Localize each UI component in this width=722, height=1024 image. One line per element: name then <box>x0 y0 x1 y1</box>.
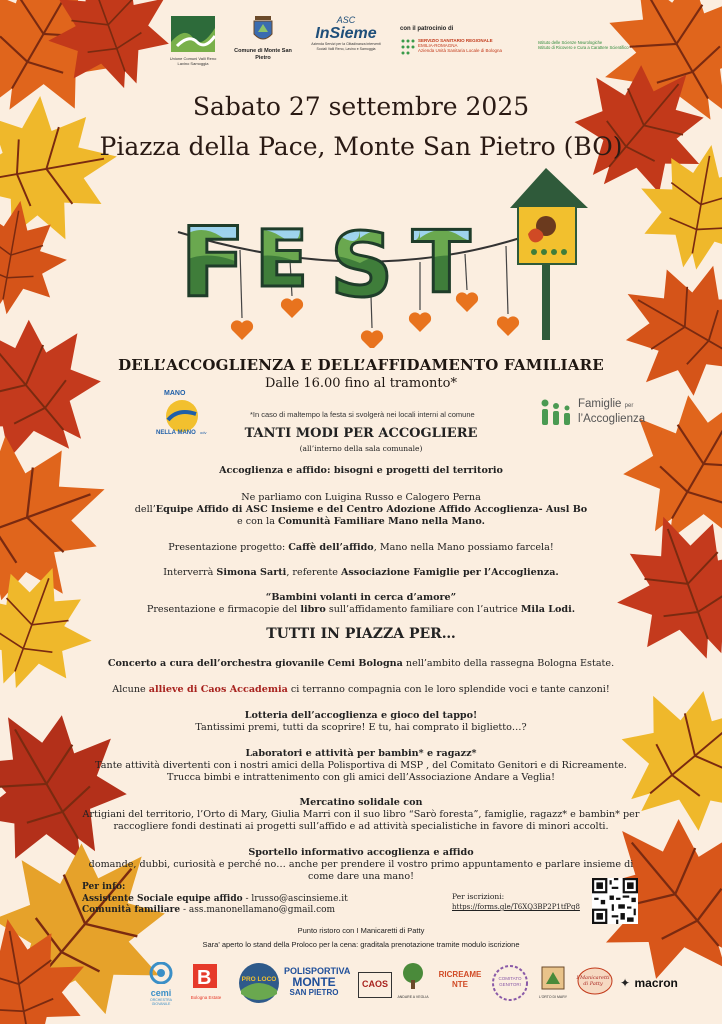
heart-icon <box>409 312 431 332</box>
logo-unione-comuni <box>168 16 218 66</box>
lab-line2: Trucca bimbi e intrattenimento con gli amici dell’Associazione Andare a Veglia! <box>167 772 555 783</box>
bologna-label: Bologna Estate <box>190 995 222 1000</box>
ssr-dots-icon <box>400 38 416 61</box>
section1-note: (all’interno della sala comunale) <box>299 444 423 453</box>
genitori-label: COMITATO GENITORI <box>498 976 522 987</box>
unione-label: Unione Comuni Valli Reno Lavino Samoggia <box>169 56 217 66</box>
cemi-logo-icon <box>149 962 173 984</box>
ssr-line1: SERVIZIO SANITARIO REGIONALE <box>418 38 493 43</box>
event-hours: Dalle 16.00 fino al tramonto* <box>265 376 457 391</box>
event-place: Piazza della Pace, Monte San Pietro (BO) <box>99 132 623 161</box>
lotteria-title: Lotteria dell’accoglienza e gioco del tappo! <box>244 710 478 721</box>
sportello-line1: domande, dubbi, curiosità e perché no… anche per prendere il vostro primo appuntamento e parlare insieme di <box>88 859 634 870</box>
irccs-line2: Istituto di Ricovero e Cura a Carattere Scientifico <box>538 45 629 50</box>
p1-line1: Ne parliamo con Luigina Russo e Calogero Perna <box>241 492 481 503</box>
info-line2: Comunità familiare - ass.manonellamano@gmail.com <box>82 905 336 915</box>
comunita-familiare: Comunità Familiare Mano nella Mano. <box>278 516 485 527</box>
festa-letter: T <box>412 213 471 313</box>
ristoro-line: Punto ristoro con I Manicaretti di Patty <box>297 926 425 935</box>
sponsor-macron <box>620 974 680 992</box>
proloco-logo-icon <box>238 962 280 1004</box>
festa-subtitle: DELL’ACCOGLIENZA E DELL’AFFIDAMENTO FAMILIARE <box>118 356 604 374</box>
heart-icon <box>231 320 253 340</box>
festa-letter: S <box>330 214 394 317</box>
sponsor-andare-a-veglia <box>396 962 430 999</box>
book-word: libro <box>300 604 326 615</box>
comune-label: Comune di Monte San Pietro <box>234 48 292 61</box>
info-block <box>82 882 382 917</box>
macron-icon: ✦ <box>620 976 631 990</box>
irccs-line1: Istituto delle Scienze Neurologiche <box>538 40 603 45</box>
heart-icon <box>361 330 383 348</box>
mercatino-line2: raccogliere fondi destinati ai progetti sull’affido e ad attività specialistiche in favore di minori accolti. <box>113 821 609 832</box>
proloco-label: PRO LOCO <box>241 976 277 983</box>
famiglie-line1: Famiglie <box>578 398 622 410</box>
manicaretti-label: I Manicaretti di Patty <box>576 975 610 987</box>
asc-sub: Azienda Servizi per la Cittadinanza interventi Sociali Valli Reno, Lavino e Samoggia <box>311 42 381 51</box>
sponsor-caos <box>358 972 392 998</box>
p1-line2: dell’Equipe Affido di ASC Insieme e del Centro Adozione Affido Accoglienza- Ausl Bo <box>134 504 588 515</box>
book-presentation: Presentazione e firmacopie del libro sull’affidamento familiare con l’autrice Mila Lodi. <box>146 604 576 615</box>
sportello-line2: come dare una mano! <box>308 871 414 882</box>
logo-asc-insieme <box>310 16 382 51</box>
patrocinio-label: con il patrocinio di <box>400 26 454 32</box>
asc-small: ASC <box>336 15 356 25</box>
famiglie-line2: l’Accoglienza <box>578 413 646 425</box>
andare-label: ANDARE A VEGLIA <box>397 995 429 999</box>
mano-bottom: NELLA MANO <box>156 430 196 436</box>
book-title: “Bambini volanti in cerca d’amore” <box>265 592 457 603</box>
associazione-famiglie: Associazione Famiglie per l’Accoglienza. <box>340 567 559 578</box>
valley-logo-icon <box>171 16 215 52</box>
sponsor-proloco <box>238 962 280 1004</box>
polisportiva-l1: POLISPORTIVA <box>284 966 351 976</box>
proloco-note: Sara' aperto lo stand della Proloco per la cena: graditala prenotazione tramite modulo iscrizione <box>202 940 520 949</box>
orto-label: L'ORTO DI MARY <box>538 995 568 999</box>
iscrizioni-block <box>452 892 592 912</box>
logo-comune <box>232 14 294 62</box>
section1-topic: Accoglienza e affido: bisogni e progetti del territorio <box>219 465 503 476</box>
section1-title: TANTI MODI PER ACCOGLIERE <box>244 426 478 441</box>
garden-logo-icon <box>541 966 565 990</box>
event-date: Sabato 27 settembre 2025 <box>192 92 530 121</box>
info-email-affido[interactable]: - lrusso@ascinsieme.it <box>242 893 348 904</box>
caos-allieve: allieve di Caos Accademia <box>148 684 288 695</box>
mano-top: MANO <box>164 390 186 397</box>
concert-orchestra: Concerto a cura dell’orchestra giovanile Cemi Bologna <box>107 658 403 669</box>
iscrizioni-link[interactable]: https://forms.gle/T6XQ3BP2P1tfPq8 <box>452 903 580 911</box>
patrocinio-block <box>400 26 650 53</box>
svg-text:B: B <box>197 967 212 989</box>
festa-letter: E <box>255 215 309 305</box>
lab-title: Laboratori e attività per bambin* e ragazz* <box>245 748 477 759</box>
caos-line: Alcune allieve di Caos Accademia ci terranno compagnia con le loro splendide voci e tante canzoni! <box>112 684 610 695</box>
author-name: Mila Lodi. <box>520 604 576 615</box>
section1-paragraph3: Interverrà Simona Sarti, referente Associazione Famiglie per l’Accoglienza. <box>163 567 559 578</box>
qr-code-icon[interactable] <box>592 878 638 924</box>
caos-label: CAOS <box>361 979 388 989</box>
festa-garland <box>0 168 722 348</box>
info-line1: Assistente Sociale equipe affido - lrusso@ascinsieme.it <box>82 893 348 904</box>
section1-paragraph1 <box>0 492 722 528</box>
famiglie-per: per <box>624 403 634 409</box>
sponsor-orto-di-mary <box>536 966 570 999</box>
asc-big: InSieme <box>315 25 377 42</box>
mercatino-line1: Artigiani del territorio, l’Orto di Mary, Giulia Marri con il suo libro “Sarò foresta”, famiglie, ragazz* e bambin* per <box>82 809 640 820</box>
rain-note: *In caso di maltempo la festa si svolgerà nei locali interni al comune <box>250 410 475 419</box>
bologna-estate-icon <box>191 962 221 990</box>
mano-tag: odv <box>200 430 207 435</box>
ssr-line3: Azienda Unità Sanitaria Locale di Bologna <box>418 48 503 53</box>
simona-sarti: Simona Sarti <box>216 567 287 578</box>
polisportiva-l2: MONTE <box>292 975 336 989</box>
heart-icon <box>497 316 519 336</box>
family-logo-icon <box>540 398 574 428</box>
info-label: Per info: <box>82 882 126 892</box>
section1-paragraph2: Presentazione progetto: Caffè dell’affido, Mano nella Mano possiamo farcela! <box>168 542 554 553</box>
ssr-line2: EMILIA-ROMAGNA <box>418 43 458 48</box>
coat-of-arms-icon <box>252 14 274 44</box>
sponsor-bologna-estate <box>188 962 224 1000</box>
sponsor-manicaretti <box>574 966 616 1000</box>
sponsor-cemi <box>142 962 180 1006</box>
iscrizioni-label: Per iscrizioni: <box>452 892 505 901</box>
macron-label: macron <box>634 976 678 990</box>
p1-line3: e con la Comunità Familiare Mano nella Mano. <box>237 516 485 527</box>
mercatino-title: Mercatino solidale con <box>299 797 423 808</box>
section2-title: TUTTI IN PIAZZA PER… <box>266 626 456 642</box>
sponsor-ricreamente <box>438 970 482 990</box>
equipe-affido: Equipe Affido di ASC Insieme e del Centro Adozione Affido Accoglienza- Ausl Bo <box>155 504 588 515</box>
ricreamente-label: RICREAMENTE <box>438 970 482 989</box>
lab-line1: Tante attività divertenti con i nostri amici della Polisportiva di MSP , del Comitato Genitori e di Ricreamente. <box>95 760 627 771</box>
tree-logo-icon <box>400 962 426 990</box>
birdhouse-icon <box>510 168 588 340</box>
sportello-title: Sportello informativo accoglienza e affido <box>248 847 474 858</box>
lotteria-text: Tantissimi premi, tutti da scoprire! E tu, hai comprato il biglietto…? <box>195 722 527 733</box>
cemi-sub: ORCHESTRA GIOVANILE <box>150 998 172 1006</box>
polisportiva-l3: SAN PIETRO <box>289 988 339 997</box>
concert-line: Concerto a cura dell’orchestra giovanile Cemi Bologna nell’ambito della rassegna Bologna Estate. <box>107 658 615 669</box>
festa-letter: F <box>180 207 246 319</box>
info-email-comunita[interactable]: - ass.manonellamano@gmail.com <box>180 905 336 915</box>
sponsor-polisportiva <box>284 966 351 997</box>
cemi-label: cemi <box>150 988 172 998</box>
caffe-affido: Caffè dell’affido <box>288 542 374 553</box>
sponsor-comitato-genitori <box>490 964 530 1002</box>
